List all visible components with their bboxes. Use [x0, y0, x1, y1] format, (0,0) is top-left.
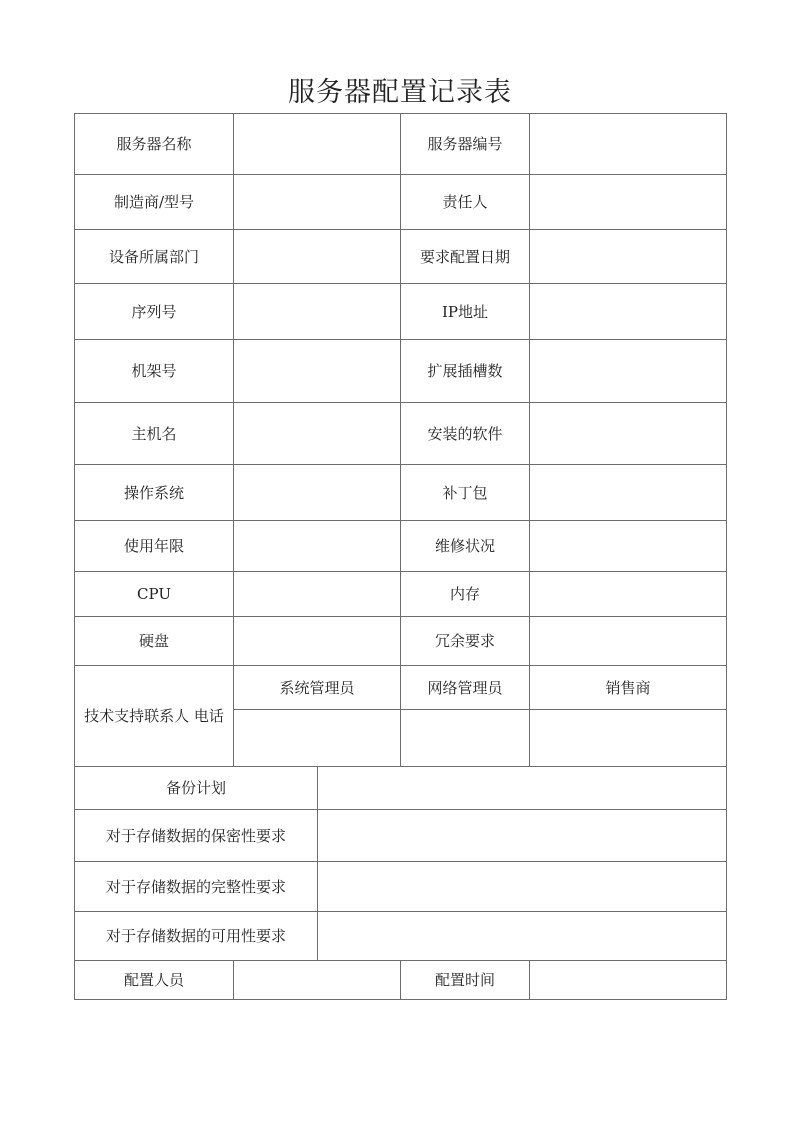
vendor-phone-field[interactable] — [530, 710, 727, 767]
label-redundancy: 冗余要求 — [401, 617, 530, 666]
label-owner: 责任人 — [401, 175, 530, 230]
sys-admin-phone-field[interactable] — [234, 710, 401, 767]
confidentiality-req-field[interactable] — [318, 810, 727, 862]
label-configured-by: 配置人员 — [75, 961, 234, 1000]
label-installed-software: 安装的软件 — [401, 403, 530, 465]
availability-req-field[interactable] — [318, 912, 727, 961]
integrity-req-field[interactable] — [318, 862, 727, 912]
label-hostname: 主机名 — [75, 403, 234, 465]
maintenance-status-field[interactable] — [530, 521, 727, 572]
label-confidentiality-req: 对于存储数据的保密性要求 — [75, 810, 318, 862]
disk-field[interactable] — [234, 617, 401, 666]
owner-field[interactable] — [530, 175, 727, 230]
label-memory: 内存 — [401, 572, 530, 617]
label-server-name: 服务器名称 — [75, 114, 234, 175]
label-availability-req: 对于存储数据的可用性要求 — [75, 912, 318, 961]
label-cpu: CPU — [75, 572, 234, 617]
patches-field[interactable] — [530, 465, 727, 521]
configured-by-field[interactable] — [234, 961, 401, 1000]
department-field[interactable] — [234, 230, 401, 284]
net-admin-phone-field[interactable] — [401, 710, 530, 767]
hostname-field[interactable] — [234, 403, 401, 465]
server-id-field[interactable] — [530, 114, 727, 175]
label-ip-address: IP地址 — [401, 284, 530, 340]
rack-number-field[interactable] — [234, 340, 401, 403]
label-os: 操作系统 — [75, 465, 234, 521]
backup-plan-field[interactable] — [318, 767, 727, 810]
redundancy-field[interactable] — [530, 617, 727, 666]
server-config-form — [74, 113, 727, 1000]
form-title: 服务器配置记录表 — [288, 77, 512, 108]
ip-address-field[interactable] — [530, 284, 727, 340]
label-department: 设备所属部门 — [75, 230, 234, 284]
label-disk: 硬盘 — [75, 617, 234, 666]
os-field[interactable] — [234, 465, 401, 521]
label-service-life: 使用年限 — [75, 521, 234, 572]
cpu-field[interactable] — [234, 572, 401, 617]
installed-software-field[interactable] — [530, 403, 727, 465]
label-expansion-slots: 扩展插槽数 — [401, 340, 530, 403]
config-date-field[interactable] — [530, 230, 727, 284]
memory-field[interactable] — [530, 572, 727, 617]
label-manufacturer-model: 制造商/型号 — [75, 175, 234, 230]
expansion-slots-field[interactable] — [530, 340, 727, 403]
label-maintenance-status: 维修状况 — [401, 521, 530, 572]
server-name-field[interactable] — [234, 114, 401, 175]
label-config-time: 配置时间 — [401, 961, 530, 1000]
label-integrity-req: 对于存储数据的完整性要求 — [75, 862, 318, 912]
serial-number-field[interactable] — [234, 284, 401, 340]
label-sys-admin: 系统管理员 — [234, 666, 401, 710]
label-tech-support-contact: 技术支持联系人 电话 — [75, 666, 234, 767]
manufacturer-model-field[interactable] — [234, 175, 401, 230]
label-patches: 补丁包 — [401, 465, 530, 521]
label-server-id: 服务器编号 — [401, 114, 530, 175]
label-serial-number: 序列号 — [75, 284, 234, 340]
service-life-field[interactable] — [234, 521, 401, 572]
label-rack-number: 机架号 — [75, 340, 234, 403]
label-backup-plan: 备份计划 — [75, 767, 318, 810]
label-net-admin: 网络管理员 — [401, 666, 530, 710]
config-time-field[interactable] — [530, 961, 727, 1000]
label-config-date: 要求配置日期 — [401, 230, 530, 284]
label-vendor: 销售商 — [530, 666, 727, 710]
